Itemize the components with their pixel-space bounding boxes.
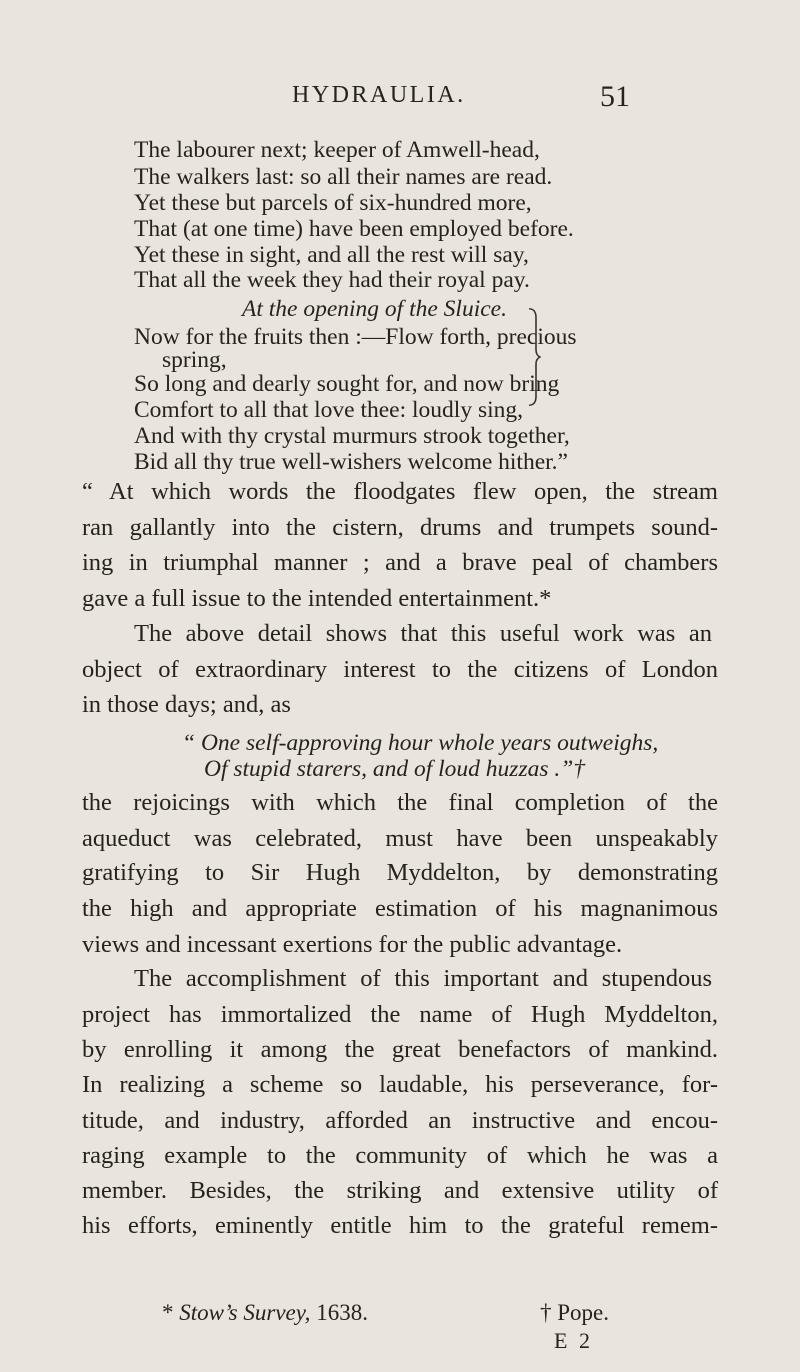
page-number: 51: [600, 80, 630, 113]
signature-mark: E 2: [554, 1328, 593, 1353]
song-line: Now for the fruits then :—Flow forth, precious: [134, 324, 577, 350]
verse-line: That all the week they had their royal pay.: [134, 267, 530, 293]
song-line: And with thy crystal murmurs strook together,: [134, 423, 570, 449]
prose-line: his efforts, eminently entitle him to the grateful remem-: [82, 1212, 718, 1239]
prose-line: ing in triumphal manner ; and a brave peal of chambers: [82, 549, 718, 576]
prose-line: by enrolling it among the great benefactors of mankind.: [82, 1036, 718, 1063]
footnote-pope: † Pope.: [540, 1300, 609, 1325]
quotation-line: “ One self-approving hour whole years outweighs,: [182, 730, 659, 756]
prose-line: the high and appropriate estimation of his magnanimous: [82, 895, 718, 922]
verse-line: The labourer next; keeper of Amwell-head,: [134, 137, 540, 163]
prose-line: ran gallantly into the cistern, drums and trumpets sound-: [82, 514, 718, 541]
prose-line: member. Besides, the striking and extensive utility of: [82, 1177, 718, 1204]
prose-line: aqueduct was celebrated, must have been unspeakably: [82, 825, 718, 852]
running-title: HYDRAULIA.: [292, 82, 466, 108]
footnote-title: Stow’s Survey,: [179, 1300, 311, 1325]
verse-line: That (at one time) have been employed before.: [134, 216, 574, 242]
page-header: [0, 80, 800, 120]
prose-line: in those days; and, as: [82, 691, 291, 718]
verse-line: The walkers last: so all their names are read.: [134, 164, 553, 190]
prose-line: raging example to the community of which he was a: [82, 1142, 718, 1169]
triplet-brace-icon: [527, 307, 541, 407]
prose-line: object of extraordinary interest to the citizens of London: [82, 656, 718, 683]
song-line: Comfort to all that love thee: loudly sing,: [134, 397, 524, 423]
prose-line: The accomplishment of this important and stupendous: [134, 965, 712, 992]
song-line: Bid all thy true well-wishers welcome hither.”: [134, 449, 568, 475]
footnote-year: 1638.: [310, 1300, 368, 1325]
verse-line: Yet these but parcels of six-hundred more,: [134, 190, 532, 216]
song-line: So long and dearly sought for, and now bring: [134, 371, 560, 397]
song-line: spring,: [162, 347, 227, 373]
prose-line: the rejoicings with which the final completion of the: [82, 789, 718, 816]
prose-line: titude, and industry, afforded an instructive and encou-: [82, 1107, 718, 1134]
prose-line: The above detail shows that this useful work was an: [134, 620, 712, 647]
prose-line: project has immortalized the name of Hugh Myddelton,: [82, 1001, 718, 1028]
footnote-stow: [162, 1298, 368, 1328]
verse-line: Yet these in sight, and all the rest will say,: [134, 242, 529, 268]
prose-line: “ At which words the floodgates flew open, the stream: [82, 478, 718, 505]
quotation-line: Of stupid starers, and of loud huzzas .”†: [204, 756, 586, 782]
prose-line: gave a full issue to the intended entertainment.*: [82, 585, 552, 612]
prose-line: gratifying to Sir Hugh Myddelton, by demonstrating: [82, 859, 718, 886]
prose-line: In realizing a scheme so laudable, his perseverance, for-: [82, 1071, 718, 1098]
prose-line: views and incessant exertions for the public advantage.: [82, 931, 623, 958]
footnote-mark: *: [162, 1300, 180, 1325]
stage-direction: At the opening of the Sluice.: [242, 296, 507, 322]
